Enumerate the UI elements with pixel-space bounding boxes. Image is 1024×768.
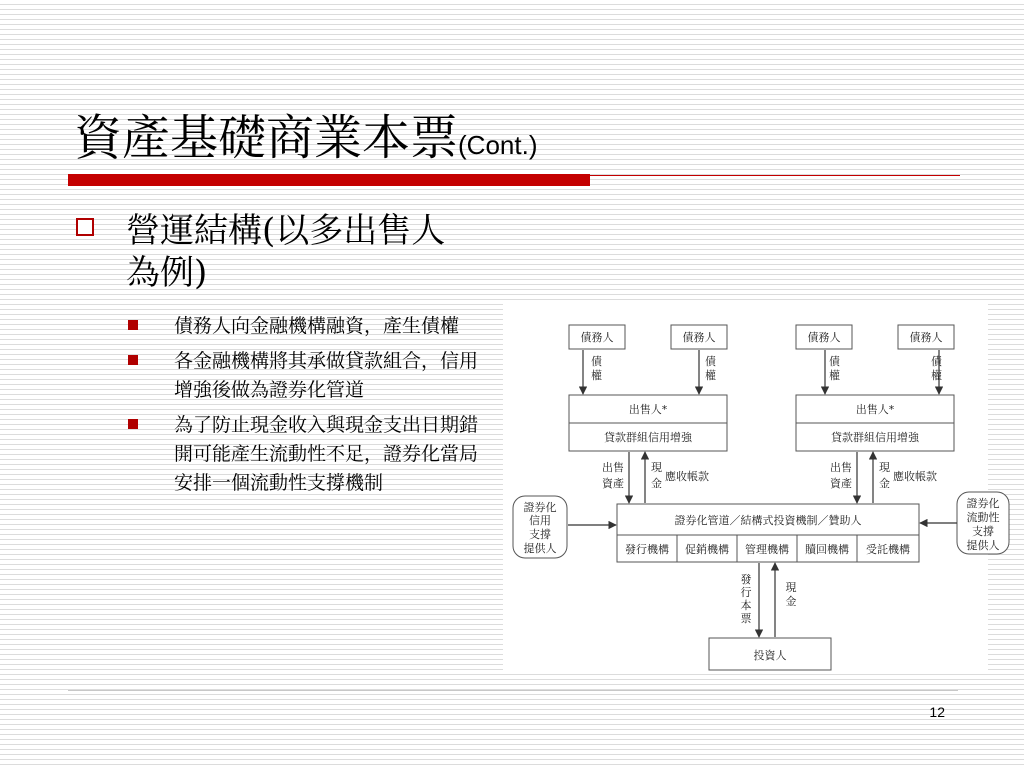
debtor-label: 債務人 (807, 331, 841, 344)
credit-support-label: 信用 (529, 514, 551, 527)
claim-label: 債 (705, 355, 716, 368)
role-cell: 促銷機構 (685, 543, 729, 556)
liquidity-support-label: 提供人 (966, 539, 1000, 552)
claim-label: 權 (705, 369, 716, 382)
seller-label: 出售人* (628, 403, 668, 416)
sub-bullet (128, 411, 488, 498)
role-cell: 發行機構 (625, 543, 669, 556)
sub-bullet (128, 312, 488, 341)
conduit-label: 證券化管道／結構式投資機制／贊助人 (674, 514, 862, 527)
square-bullet-icon (128, 320, 138, 330)
hollow-square-bullet-icon (76, 218, 94, 236)
issue-notes-label: 票 (740, 612, 752, 625)
cash-label: 現 (785, 581, 797, 594)
square-bullet-icon (128, 355, 138, 365)
debtor-label: 債務人 (682, 331, 716, 344)
sold-assets-label: 出售 (602, 461, 624, 474)
credit-support-label: 支撐 (529, 528, 551, 541)
debtor-label: 債務人 (909, 331, 943, 344)
square-bullet-icon (128, 419, 138, 429)
credit-support-label: 證券化 (523, 501, 557, 514)
sold-assets-label: 出售 (830, 461, 852, 474)
title-main: 資產基礎商業本票 (74, 110, 459, 166)
cash-label: 金 (785, 595, 797, 608)
securitization-diagram (503, 303, 1000, 671)
footer-rule (68, 690, 958, 691)
claim-label: 權 (931, 369, 942, 382)
seller-label: 出售人* (855, 403, 895, 416)
role-cell: 管理機構 (745, 543, 789, 556)
cash-label: 現 (879, 461, 890, 474)
title-suffix: (Cont.) (458, 130, 538, 160)
sub-bullet (128, 347, 488, 405)
sub-bullet-text: 各金融機構將其承做貸款組合，信用增強後做為證券化管道 (174, 350, 479, 401)
claim-label: 債 (931, 355, 942, 368)
cash-label: 現 (651, 461, 662, 474)
debtor-label: 債務人 (580, 331, 614, 344)
sub-bullet-text: 債務人向金融機構融資，產生債權 (174, 315, 460, 337)
role-cell: 受託機構 (866, 543, 910, 556)
sold-assets-label: 資產 (602, 477, 624, 490)
receivables-label: 應收帳款 (665, 470, 709, 483)
receivables-label: 應收帳款 (893, 470, 937, 483)
liquidity-support-label: 流動性 (966, 511, 1000, 524)
title-rule (590, 175, 960, 176)
loan-pool-label: 貸款群組信用增強 (604, 431, 692, 444)
liquidity-support-label: 證券化 (966, 497, 1000, 510)
slide-title (74, 108, 537, 175)
main-bullet-text: 營運結構(以多出售人為例) (126, 211, 446, 293)
page-number: 12 (929, 704, 945, 720)
issue-notes-label: 行 (740, 586, 752, 599)
claim-label: 權 (829, 369, 840, 382)
role-cell: 贖回機構 (805, 543, 849, 556)
diagram-svg (503, 303, 1000, 671)
claim-label: 權 (591, 369, 602, 382)
issue-notes-label: 本 (740, 599, 752, 612)
issue-notes-label: 發 (740, 573, 752, 586)
liquidity-support-label: 支撐 (972, 525, 994, 538)
title-accent-bar (68, 174, 590, 186)
sold-assets-label: 資產 (830, 477, 852, 490)
main-bullet (76, 210, 476, 294)
claim-label: 債 (591, 355, 602, 368)
credit-support-label: 提供人 (523, 542, 557, 555)
claim-label: 債 (829, 355, 840, 368)
sub-bullet-list (128, 312, 488, 504)
cash-label: 金 (879, 477, 890, 490)
sub-bullet-text: 為了防止現金收入與現金支出日期錯開可能產生流動性不足，證券化當局安排一個流動性支撐機制 (174, 414, 479, 494)
investor-label: 投資人 (753, 649, 787, 662)
cash-label: 金 (651, 477, 662, 490)
loan-pool-label: 貸款群組信用增強 (831, 431, 919, 444)
